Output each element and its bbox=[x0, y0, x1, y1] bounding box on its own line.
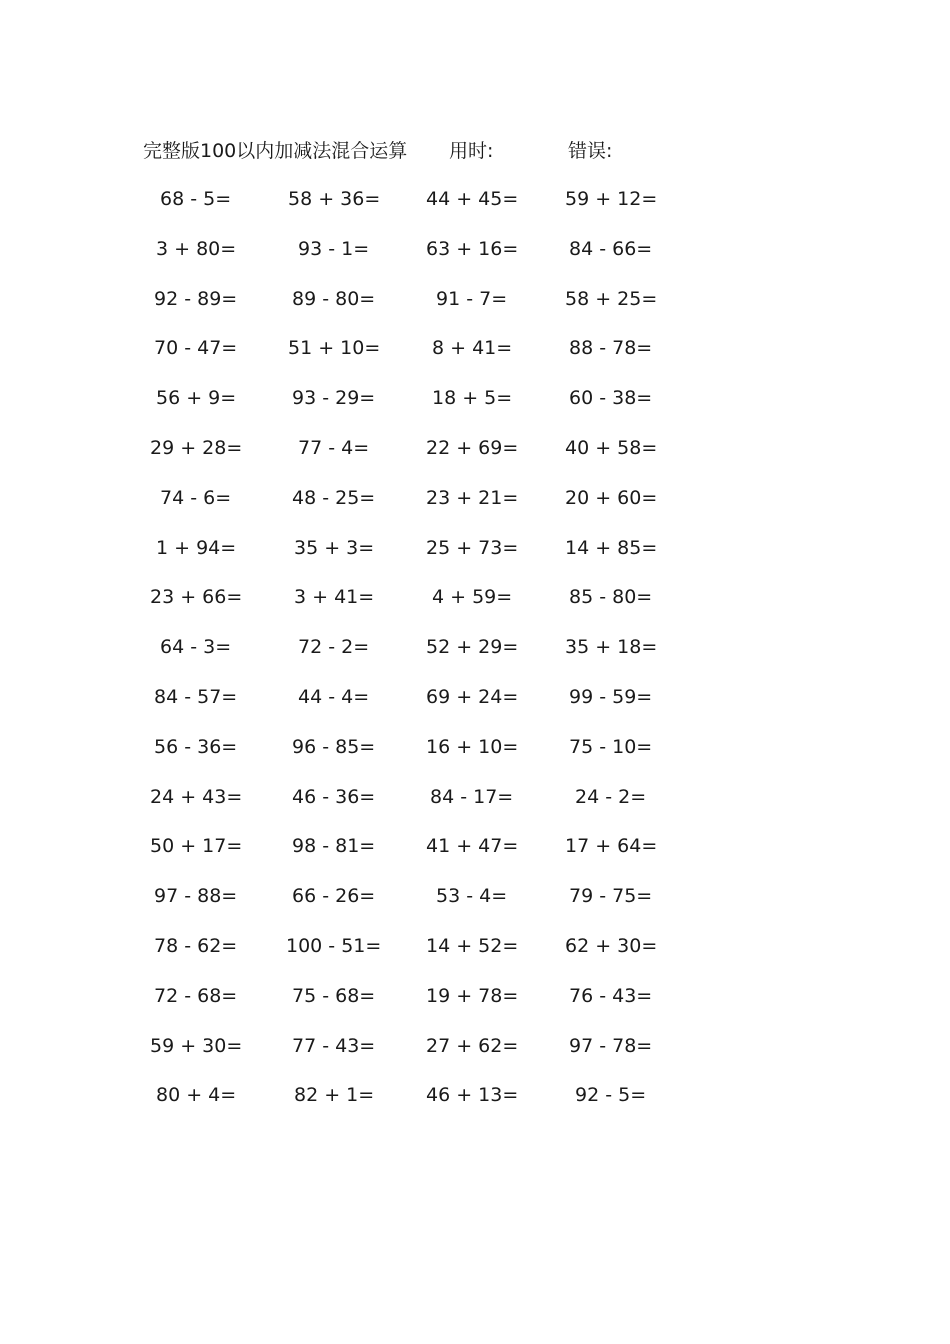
problem-item: 98 - 81= bbox=[292, 835, 376, 858]
problem-item: 77 - 4= bbox=[298, 437, 370, 459]
problem-item: 27 + 62= bbox=[426, 1034, 519, 1057]
problem-item: 69 + 24= bbox=[426, 686, 519, 708]
problem-item: 68 - 5= bbox=[160, 188, 232, 210]
problem-item: 58 + 36= bbox=[288, 188, 381, 210]
problem-item: 85 - 80= bbox=[569, 586, 653, 609]
problem-item: 52 + 29= bbox=[426, 636, 519, 659]
problem-item: 3 + 80= bbox=[156, 237, 237, 260]
problem-item: 75 - 68= bbox=[292, 984, 376, 1007]
problem-item: 74 - 6= bbox=[160, 486, 232, 509]
problem-item: 96 - 85= bbox=[292, 735, 376, 758]
problem-item: 88 - 78= bbox=[569, 337, 653, 360]
problem-item: 97 - 78= bbox=[569, 1034, 653, 1057]
problem-item: 78 - 62= bbox=[154, 935, 238, 957]
problem-item: 93 - 1= bbox=[298, 237, 370, 260]
problem-item: 23 + 66= bbox=[150, 586, 243, 609]
problem-item: 82 + 1= bbox=[294, 1084, 375, 1107]
problem-item: 53 - 4= bbox=[436, 885, 508, 908]
problem-item: 64 - 3= bbox=[160, 636, 232, 659]
problem-item: 24 + 43= bbox=[150, 785, 243, 808]
problem-item: 46 - 36= bbox=[292, 785, 376, 808]
problem-item: 41 + 47= bbox=[426, 835, 519, 858]
problem-item: 84 - 66= bbox=[569, 237, 653, 260]
problem-item: 19 + 78= bbox=[426, 984, 519, 1007]
problem-item: 51 + 10= bbox=[288, 337, 381, 360]
problem-item: 100 - 51= bbox=[286, 935, 382, 957]
problem-item: 35 + 18= bbox=[565, 636, 658, 659]
problem-item: 44 + 45= bbox=[426, 188, 519, 210]
problem-item: 62 + 30= bbox=[565, 935, 658, 957]
problem-item: 99 - 59= bbox=[569, 686, 653, 708]
problem-item: 89 - 80= bbox=[292, 287, 376, 310]
problem-item: 66 - 26= bbox=[292, 885, 376, 908]
problem-item: 48 - 25= bbox=[292, 486, 376, 509]
problem-item: 1 + 94= bbox=[156, 536, 237, 559]
problem-item: 92 - 5= bbox=[575, 1084, 647, 1107]
problem-item: 75 - 10= bbox=[569, 735, 653, 758]
problem-item: 18 + 5= bbox=[432, 387, 513, 410]
problem-item: 17 + 64= bbox=[565, 835, 658, 858]
problem-item: 76 - 43= bbox=[569, 984, 653, 1007]
problem-item: 58 + 25= bbox=[565, 287, 658, 310]
problem-item: 93 - 29= bbox=[292, 387, 376, 410]
worksheet-title: 完整版100以内加减法混合运算 bbox=[143, 140, 408, 162]
problem-item: 3 + 41= bbox=[294, 586, 375, 609]
problem-item: 50 + 17= bbox=[150, 835, 243, 858]
problem-item: 56 - 36= bbox=[154, 735, 238, 758]
worksheet-header bbox=[0, 136, 950, 166]
problem-grid bbox=[0, 184, 950, 1124]
problem-item: 60 - 38= bbox=[569, 387, 653, 410]
problem-item: 84 - 17= bbox=[430, 785, 514, 808]
problem-item: 40 + 58= bbox=[565, 437, 658, 459]
problem-item: 8 + 41= bbox=[432, 337, 513, 360]
problem-item: 56 + 9= bbox=[156, 387, 237, 410]
problem-item: 24 - 2= bbox=[575, 785, 647, 808]
problem-item: 16 + 10= bbox=[426, 735, 519, 758]
problem-item: 23 + 21= bbox=[426, 486, 519, 509]
problem-item: 4 + 59= bbox=[432, 586, 513, 609]
error-label: 错误: bbox=[568, 140, 613, 162]
problem-item: 84 - 57= bbox=[154, 686, 238, 708]
problem-item: 29 + 28= bbox=[150, 437, 243, 459]
problem-item: 80 + 4= bbox=[156, 1084, 237, 1107]
problem-item: 92 - 89= bbox=[154, 287, 238, 310]
problem-item: 97 - 88= bbox=[154, 885, 238, 908]
problem-item: 46 + 13= bbox=[426, 1084, 519, 1107]
problem-item: 20 + 60= bbox=[565, 486, 658, 509]
time-label: 用时: bbox=[449, 140, 494, 162]
problem-item: 77 - 43= bbox=[292, 1034, 376, 1057]
problem-item: 14 + 52= bbox=[426, 935, 519, 957]
problem-item: 59 + 12= bbox=[565, 188, 658, 210]
problem-item: 70 - 47= bbox=[154, 337, 238, 360]
problem-item: 63 + 16= bbox=[426, 237, 519, 260]
problem-item: 72 - 2= bbox=[298, 636, 370, 659]
problem-item: 14 + 85= bbox=[565, 536, 658, 559]
problem-item: 59 + 30= bbox=[150, 1034, 243, 1057]
problem-item: 35 + 3= bbox=[294, 536, 375, 559]
problem-item: 25 + 73= bbox=[426, 536, 519, 559]
problem-item: 72 - 68= bbox=[154, 984, 238, 1007]
problem-item: 79 - 75= bbox=[569, 885, 653, 908]
problem-item: 44 - 4= bbox=[298, 686, 370, 708]
problem-item: 22 + 69= bbox=[426, 437, 519, 459]
problem-item: 91 - 7= bbox=[436, 287, 508, 310]
